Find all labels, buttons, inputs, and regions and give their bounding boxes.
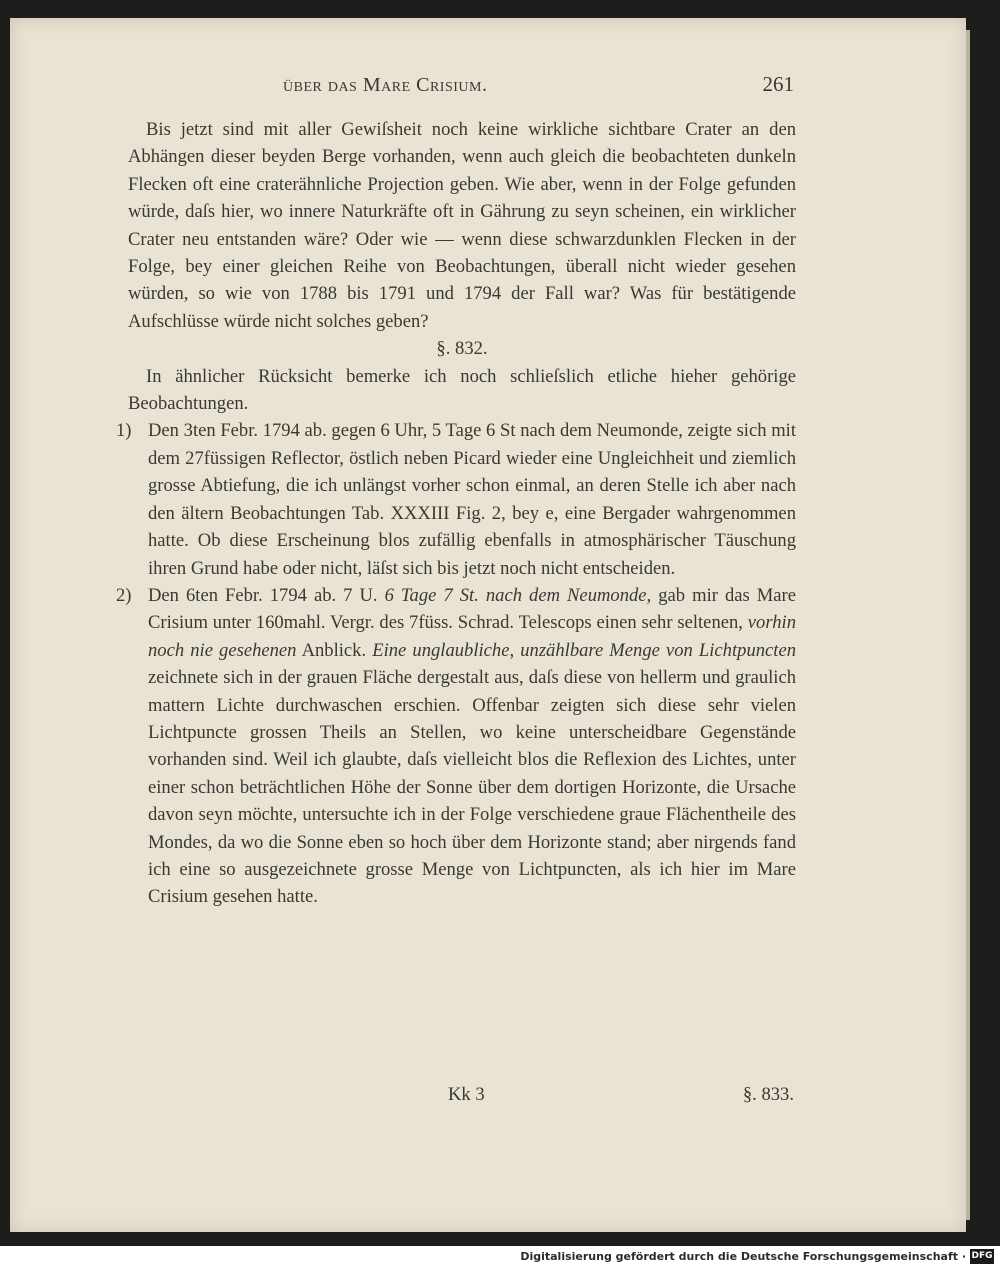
item-number: 1) xyxy=(116,420,132,442)
paragraph: Bis jetzt sind mit aller Gewiſsheit noch keine wirkliche sichtbare Crater an den Abhängen dieser beyden Berge vorhanden, wenn auch gleich die beobachteten dunkeln Flecken oft eine craterähnliche Projection geben. Wie aber, wenn in der Folge gefunden würde, daſs hier, wo innere Naturkräfte oft in Gährung zu seyn scheinen, ein wirklicher Crater neu entstanden wäre? Oder wie — wenn diese schwarzdunklen Flecken in der Folge, bey einer gleichen Reihe von Beobachtungen, überall nicht wieder gesehen würden, so wie von 1788 bis 1791 und 1794 der Fall war? Was für bestätigende Aufschlüsse würde nicht solches geben? xyxy=(128,119,796,332)
body-text xyxy=(116,116,797,911)
credit-bar xyxy=(0,1246,1000,1268)
section-number: §. 832. xyxy=(436,338,488,360)
paragraph: In ähnlicher Rücksicht bemerke ich noch schlieſslich etliche hieher gehörige Beobachtungen. xyxy=(128,365,796,415)
italic-text: 6 Tage 7 St. nach dem Neumonde, xyxy=(384,584,652,606)
page-footer xyxy=(128,1084,796,1112)
funding-credit: Digitalisierung gefördert durch die Deutsche Forschungsgemeinschaft · xyxy=(520,1250,966,1263)
running-head xyxy=(128,72,796,102)
item-text: gab mir das Mare Crisium unter 160mahl. Vergr. des 7füss. Schrad. Telescops einen sehr seltenen, xyxy=(148,584,796,634)
catchword: §. 833. xyxy=(742,1084,794,1105)
item-text: zeichnete sich in der grauen Fläche dergestalt aus, daſs diese von hellerm und graulich mattern Lichte durchwaschen erschien. Offenbar zeigten sich diese sehr vielen Lichtpuncte grossen Theils an Stellen, wo keine unterscheidbare Gegenstände vorhanden sind. Weil ich glaubte, daſs vielleicht blos die Reflexion des Lichtes, unter einer schon beträchtlichen Höhe der Sonne über dem dortigen Horizonte, die Ursache davon seyn möchte, untersuchte ich in der Folge verschiedene graue Flächentheile des Mondes, da wo die Sonne eben so hoch über dem Horizonte stand; aber nirgends fand ich eine so ausgezeichnete grosse Menge von Lichtpuncten, als ich hier im Mare Crisium gesehen hatte. xyxy=(148,667,796,908)
item-text: Anblick. xyxy=(301,639,367,661)
page-edge xyxy=(966,30,970,1220)
dfg-logo: DFG xyxy=(970,1249,994,1264)
list-item xyxy=(116,582,797,911)
italic-text: vorhin noch nie gesehenen xyxy=(148,612,796,661)
item-number: 2) xyxy=(116,584,132,606)
running-title: über das Mare Crisium. xyxy=(283,74,488,96)
item-text: Den 6ten Febr. 1794 ab. 7 U. xyxy=(148,584,378,606)
page-number: 261 xyxy=(762,72,794,96)
list-item xyxy=(116,417,796,581)
italic-text: Eine unglaubliche, unzählbare Menge von Lichtpuncten xyxy=(372,639,797,661)
item-text: Den 3ten Febr. 1794 ab. gegen 6 Uhr, 5 Tage 6 St nach dem Neumonde, zeigte sich mit dem 27füssigen Reflector, östlich neben Picard wieder eine Ungleichheit und ziemlich grosse Abtiefung, die ich unlängst vorher schon einmal, an deren Stelle ich aber nach den ältern Beobachtungen Tab. XXXIII Fig. 2, bey e, eine Bergader wahrgenommen hatte. Ob diese Erscheinung blos zufällig ebenfalls in atmosphärischer Täuschung ihren Grund habe oder nicht, läſst sich bis jetzt noch nicht entscheiden. xyxy=(148,420,796,579)
signature-mark: Kk 3 xyxy=(448,1084,485,1105)
